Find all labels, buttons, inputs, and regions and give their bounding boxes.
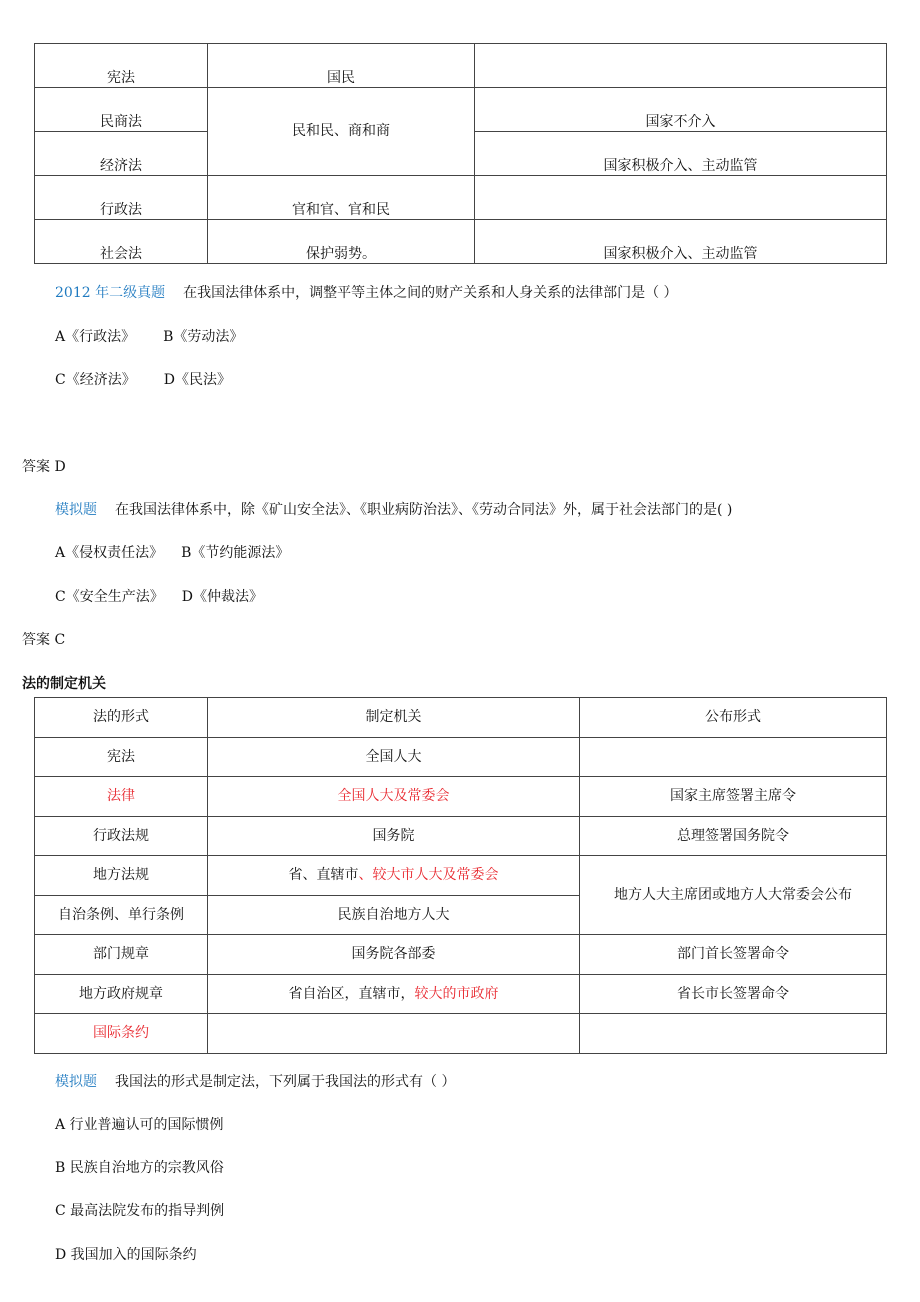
table-cell: 自治条例、单行条例 — [35, 896, 208, 935]
question-label: 模拟题 — [55, 1074, 97, 1090]
table-cell — [580, 738, 887, 777]
table-cell: 民族自治地方人大 — [208, 896, 580, 935]
question-2 — [55, 500, 732, 520]
table-cell: 总理签署国务院令 — [580, 817, 887, 856]
option-b: B 民族自治地方的宗教风俗 — [55, 1160, 224, 1176]
question-label: 2012 年二级真题 — [55, 285, 166, 301]
table-cell: 地方政府规章 — [35, 975, 208, 1014]
question-1 — [55, 283, 678, 303]
option-c: C 最高法院发布的指导判例 — [55, 1203, 225, 1219]
table-cell: 行政法 — [35, 176, 208, 220]
option-c: C《安全生产法》 — [55, 589, 164, 605]
table-cell: 法律 — [35, 777, 208, 817]
table-cell — [208, 975, 580, 1014]
table-cell — [208, 856, 580, 896]
table-cell: 国民 — [208, 44, 475, 88]
answer-1: 答案 D — [22, 459, 66, 475]
cell-text: 省自治区，直辖市， — [288, 985, 415, 1002]
option-d: D《民法》 — [163, 372, 231, 388]
question-text: 我国法的形式是制定法，下列属于我国法的形式有（ ） — [115, 1074, 456, 1090]
option-a: A《行政法》 — [55, 329, 136, 345]
table-cell: 社会法 — [35, 220, 208, 264]
table-cell: 经济法 — [35, 132, 208, 176]
option-d: D《仲裁法》 — [181, 589, 263, 605]
cell-text: 省、直辖市 — [288, 867, 359, 884]
table-cell: 国家主席签署主席令 — [580, 777, 887, 817]
option-b: B《节约能源法》 — [181, 545, 290, 561]
option-a: A《侵权责任法》 — [55, 545, 164, 561]
table-cell: 官和官、官和民 — [208, 176, 475, 220]
cell-text-highlight: 较大的市政府 — [414, 985, 499, 1002]
table-cell: 部门规章 — [35, 935, 208, 975]
question-1-options-ab — [55, 327, 243, 347]
table-cell: 保护弱势。 — [208, 220, 475, 264]
question-text: 在我国法律体系中，调整平等主体之间的财产关系和人身关系的法律部门是（ ） — [183, 285, 678, 301]
table-cell: 国家不介入 — [475, 88, 887, 132]
table-cell: 宪法 — [35, 44, 208, 88]
question-2-options-cd — [55, 587, 263, 607]
table-cell: 地方法规 — [35, 856, 208, 896]
table-cell: 国务院 — [208, 817, 580, 856]
section-title: 法的制定机关 — [22, 676, 106, 692]
table-cell: 民商法 — [35, 88, 208, 132]
table-cell: 全国人大 — [208, 738, 580, 777]
table-cell: 地方人大主席团或地方人大常委会公布 — [580, 856, 887, 935]
table-cell: 宪法 — [35, 738, 208, 777]
table-cell: 国务院各部委 — [208, 935, 580, 975]
table-header: 公布形式 — [580, 698, 887, 738]
option-b: B《劳动法》 — [163, 329, 244, 345]
option-a: A 行业普遍认可的国际惯例 — [55, 1117, 224, 1133]
table-cell — [208, 1014, 580, 1054]
question-2-options-ab — [55, 543, 289, 563]
table-cell: 部门首长签署命令 — [580, 935, 887, 975]
question-label: 模拟题 — [55, 502, 97, 518]
table-header: 制定机关 — [208, 698, 580, 738]
option-c: C《经济法》 — [55, 372, 136, 388]
cell-text-highlight: 、较大市人大及常委会 — [358, 867, 499, 884]
law-making-organs-table — [34, 697, 887, 1054]
table-cell: 民和民、商和商 — [208, 88, 475, 176]
table-cell — [475, 44, 887, 88]
question-1-options-cd — [55, 370, 231, 390]
answer-2: 答案 C — [22, 632, 66, 648]
table-cell: 省长市长签署命令 — [580, 975, 887, 1014]
table-cell: 国际条约 — [35, 1014, 208, 1054]
table-cell: 国家积极介入、主动监管 — [475, 132, 887, 176]
table-cell: 行政法规 — [35, 817, 208, 856]
table-cell: 全国人大及常委会 — [208, 777, 580, 817]
question-text: 在我国法律体系中，除《矿山安全法》、《职业病防治法》、《劳动合同法》外，属于社会法部门的是( ) — [115, 502, 733, 518]
table-cell — [475, 176, 887, 220]
question-3 — [55, 1072, 455, 1092]
law-departments-table — [34, 43, 887, 264]
table-cell — [580, 1014, 887, 1054]
option-d: D 我国加入的国际条约 — [55, 1247, 197, 1263]
table-cell: 国家积极介入、主动监管 — [475, 220, 887, 264]
table-header: 法的形式 — [35, 698, 208, 738]
